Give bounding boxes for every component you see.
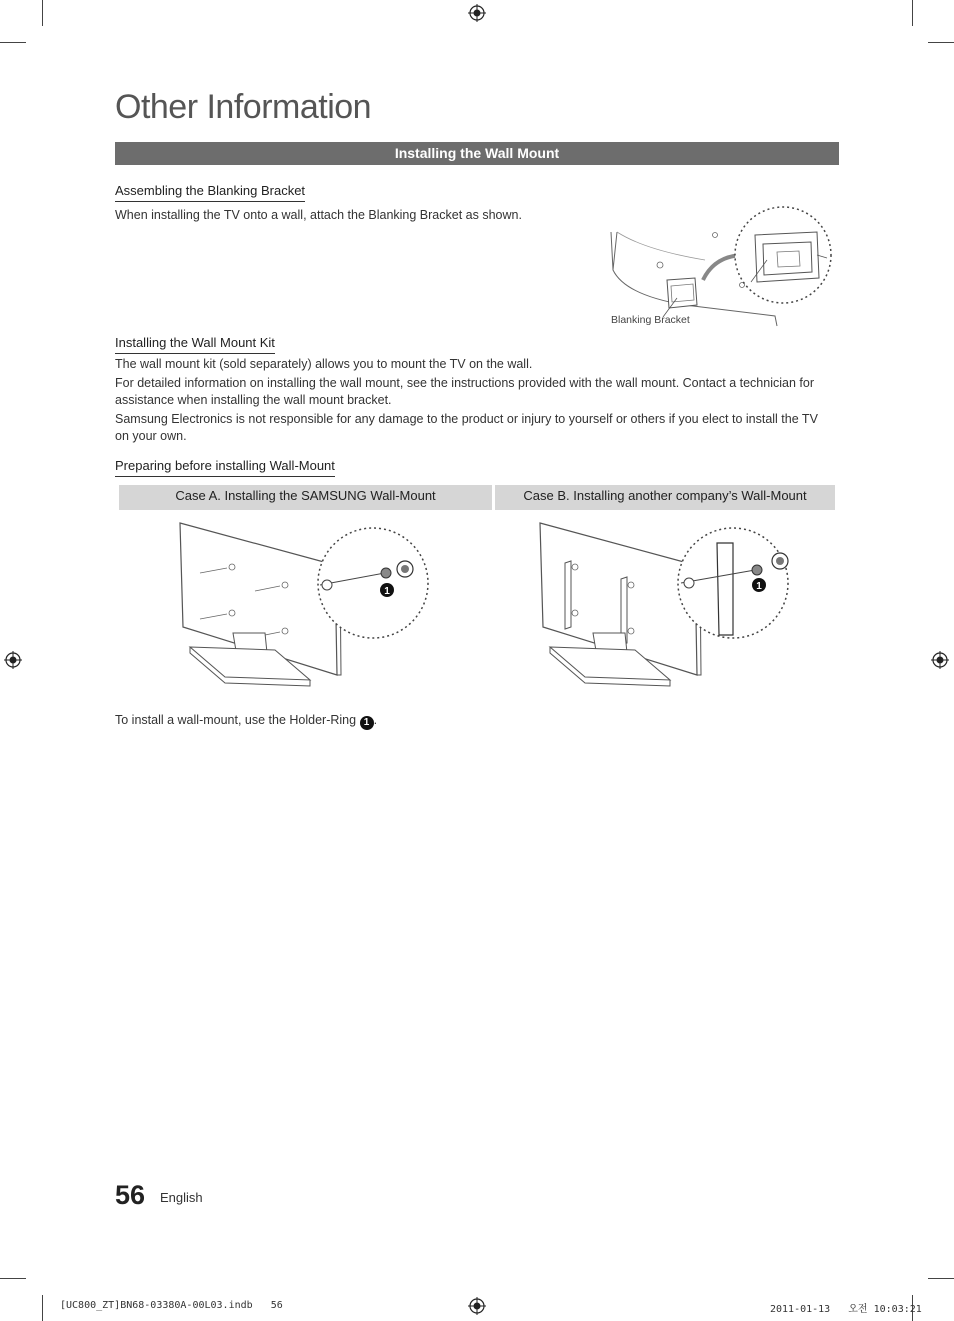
svg-text:1: 1 — [756, 581, 762, 592]
case-b-header: Case B. Installing another company’s Wall-Mount — [495, 485, 835, 510]
print-timestamp: 2011-01-13 오전 10:03:21 — [770, 1304, 922, 1315]
registration-mark-icon — [4, 651, 22, 669]
page-title: Other Information — [115, 88, 372, 126]
page-number: 56 — [115, 1180, 146, 1210]
blanking-bracket-illustration — [605, 200, 840, 330]
case-a-header: Case A. Installing the SAMSUNG Wall-Mount — [119, 485, 492, 510]
wall-mount-kit-paragraph: Samsung Electronics is not responsible for any damage to the product or injury to yourself or others if you elect to install the TV on your own. — [115, 412, 818, 443]
callout-1-icon: 1 — [360, 716, 374, 730]
registration-mark-icon — [468, 4, 486, 22]
holder-ring-note-suffix: . — [373, 713, 378, 727]
blanking-bracket-text: When installing the TV onto a wall, attach the Blanking Bracket as shown. — [115, 208, 522, 222]
crop-mark — [0, 1278, 26, 1279]
preparing-heading: Preparing before installing Wall-Mount — [115, 458, 335, 477]
holder-ring-note — [115, 712, 377, 730]
crop-mark — [42, 1295, 43, 1321]
language-label: English — [160, 1190, 203, 1205]
crop-mark — [912, 0, 913, 26]
section-title-bar: Installing the Wall Mount — [115, 142, 839, 165]
case-b-illustration — [535, 515, 800, 695]
crop-mark — [928, 42, 954, 43]
blanking-bracket-heading: Assembling the Blanking Bracket — [115, 183, 305, 202]
svg-text:1: 1 — [384, 586, 390, 597]
crop-mark — [928, 1278, 954, 1279]
crop-mark — [0, 42, 26, 43]
registration-mark-icon — [931, 651, 949, 669]
blanking-bracket-label: Blanking Bracket — [611, 314, 690, 326]
case-a-illustration — [175, 515, 440, 695]
registration-mark-icon — [468, 1297, 486, 1315]
wall-mount-kit-heading: Installing the Wall Mount Kit — [115, 335, 275, 354]
holder-ring-note-text: To install a wall-mount, use the Holder-Ring — [115, 713, 360, 727]
wall-mount-kit-paragraph: For detailed information on installing the wall mount, see the instructions provided with the wall mount. Contact a technician for assistance when installing the wall mount bracket. — [115, 376, 814, 407]
crop-mark — [42, 0, 43, 26]
file-info: [UC800_ZT]BN68-03380A-00L03.indb 56 — [60, 1300, 283, 1311]
wall-mount-kit-paragraph: The wall mount kit (sold separately) allows you to mount the TV on the wall. — [115, 357, 533, 371]
